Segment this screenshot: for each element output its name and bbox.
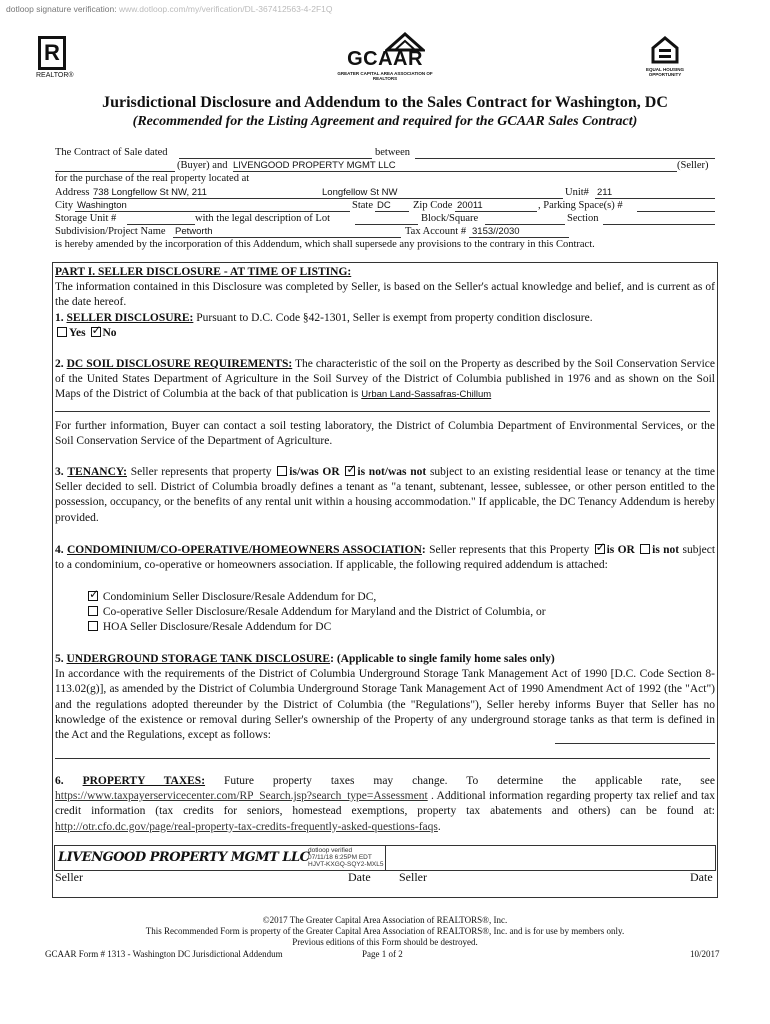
section-5: 5. UNDERGROUND STORAGE TANK DISCLOSURE: (Applicable to single family home sales only) In accordance with the requirements of the District of Columbia Underground Storage Tank Management Act of 1990 [D.C. Code Section 8-113.02(g)], as amended by the District of Columbia Underground Storage Tank Management Act of 1990 Amendment Act of 1992 (the "Act") and the regulations adopted thereunder by the District of Columbia (the "Regulations"), Seller hereby informs Buyer that Seller has no knowledge of the existence or removal during Seller's ownership of the Property of any underground storage tanks as that term is defined in the Act and the Regulations, except as follows: [55, 653, 715, 742]
ust-exceptions-field[interactable] [555, 743, 715, 744]
date-label-2: Date [690, 870, 713, 884]
page-number: Page 1 of 2 [362, 949, 403, 959]
gcaar-subtitle: GREATER CAPITAL AREA ASSOCIATION OF REALTORS [337, 71, 433, 81]
section-3: 3. TENANCY: Seller represents that property is/was OR ✓ is not/was not subject to an existing residential lease or tenancy at the time Seller decided to sell. District of Columbia broadly defines a tenant as "a tenant, subtenant, lessee, sublessee, or other person entitled to the possession, occupancy, or the benefits of any rental unit within a housing accommodation." If applicable, the DC Tenancy Addendum is hereby provided. [55, 465, 715, 526]
equal-housing-logo: EQUAL HOUSING OPPORTUNITY [645, 36, 685, 78]
gcaar-logo [335, 32, 435, 81]
city-field[interactable]: Washington [77, 200, 127, 211]
association-isnot-checkbox[interactable] [640, 544, 650, 554]
part1-section [55, 265, 715, 341]
addendum-list [86, 590, 586, 636]
buyer-name-field-top[interactable] [415, 158, 715, 159]
form-number: GCAAR Form # 1313 - Washington DC Jurisdictional Addendum [45, 949, 283, 959]
section-2: 2. DC SOIL DISCLOSURE REQUIREMENTS: The characteristic of the soil on the Property as described by the Soil Conservation Service of the United States Department of Agriculture in the Soil Survey of the District of Columbia published in 1976 and as shown on the Soil Maps of the District of Columbia at the back of that publication is Urban Land-Sassafras-Chillum [55, 358, 716, 401]
purchase-line: for the purchase of the real property located at [55, 173, 250, 184]
yes-checkbox[interactable] [57, 327, 67, 337]
ust-line [55, 758, 710, 759]
address-line: Address 738 Longfellow St NW, 211 Longfellow St NW Unit# 211 [55, 187, 715, 199]
soil-line [55, 411, 710, 412]
tax-credit-link[interactable]: http://otr.cfo.dc.gov/page/real-property-tax-credits-frequently-asked-questions-faqs [55, 820, 438, 833]
amendment-line: is hereby amended by the incorporation of this Addendum, which shall supersede any provisions to the contrary in this Contract. [55, 239, 595, 250]
tax-search-link[interactable]: https://www.taxpayerservicecenter.com/RP_Search.jsp?search_type=Assessment [55, 790, 428, 803]
tenancy-is-checkbox[interactable] [277, 466, 287, 476]
parking-field[interactable] [637, 211, 715, 212]
condo-checkbox[interactable] [88, 591, 98, 601]
street-field[interactable]: Longfellow St NW [322, 187, 398, 198]
lot-field[interactable] [355, 224, 418, 225]
buyer-name-field[interactable] [55, 171, 175, 172]
section-1: 1. SELLER DISCLOSURE: Pursuant to D.C. Code §42-1301, Seller is exempt from property condition disclosure. [55, 311, 593, 324]
section-field[interactable] [603, 224, 715, 225]
contract-date-field[interactable] [179, 158, 372, 159]
property-notice: This Recommended Form is property of the Greater Capital Area Association of REALTORS®, Inc. and is for use by members only. [145, 926, 625, 936]
soil-field[interactable]: Urban Land-Sassafras-Chillum [361, 389, 492, 401]
no-checkbox[interactable] [91, 327, 101, 337]
editions-notice: Previous editions of this Form should be destroyed. [292, 937, 478, 947]
addendum-coop: Co-operative Seller Disclosure/Resale Addendum for Maryland and the District of Columbia, or [86, 605, 586, 620]
tenancy-isnot-checkbox[interactable] [345, 466, 355, 476]
city-line: City Washington State DC Zip Code 20011 , Parking Space(s) # [55, 200, 715, 212]
part1-intro: The information contained in this Disclosure was completed by Seller, is based on the Seller's actual knowledge and belief, and is current as of the date hereof. [55, 281, 715, 309]
gcaar-wordmark: GCAAR [347, 48, 423, 70]
verification-url[interactable]: www.dotloop.com/my/verification/DL-367412563-4-2F1Q [118, 4, 333, 14]
subdivision-line: Subdivision/Project Name Petworth Tax Account # 3153//2030 [55, 226, 715, 238]
realtor-logo: R [38, 36, 66, 70]
dotloop-verification: dotloop signature verification: www.dotloop.com/my/verification/DL-367412563-4-2F1Q [6, 4, 333, 14]
storage-field[interactable] [127, 224, 195, 225]
address-field[interactable]: 738 Longfellow St NW, 211 [93, 187, 207, 198]
coop-checkbox[interactable] [88, 606, 98, 616]
unit-field[interactable]: 211 [597, 187, 613, 198]
seller-name-field[interactable]: LIVENGOOD PROPERTY MGMT LLC [233, 160, 396, 171]
page-title: Jurisdictional Disclosure and Addendum to the Sales Contract for Washington, DC [102, 94, 668, 111]
addendum-condo: ✓ Condominium Seller Disclosure/Resale Addendum for DC, [86, 590, 586, 605]
seller-signature[interactable]: LIVENGOOD PROPERTY MGMT LLC [58, 850, 310, 865]
page-subtitle: (Recommended for the Listing Agreement and required for the GCAAR Sales Contract) [132, 114, 638, 129]
storage-line: Storage Unit # with the legal description of Lot Block/Square Section [55, 213, 715, 225]
block-field[interactable] [485, 224, 565, 225]
realtor-label: REALTOR® [36, 72, 74, 79]
hoa-checkbox[interactable] [88, 621, 98, 631]
association-is-checkbox[interactable] [595, 544, 605, 554]
section-1-options: Yes ✓ No [55, 326, 715, 341]
capitol-dome-icon [385, 32, 425, 52]
form-date: 10/2017 [690, 949, 720, 959]
section-4: 4. CONDOMINIUM/CO-OPERATIVE/HOMEOWNERS ASSOCIATION: Seller represents that this Property ✓ is OR is not subject to a condominium, co-operative or homeowners association. If applicable, the following required addendum is attached: [55, 543, 715, 573]
section-2-more: For further information, Buyer can contact a soil testing laboratory, the District of Columbia Department of Environmental Services, or the Soil Conservation Service of the Department of Agriculture. [55, 420, 715, 448]
contract-date-line: The Contract of Sale dated between [55, 147, 715, 159]
seller-label-2: Seller [399, 870, 427, 884]
date-label-1: Date [348, 870, 371, 884]
state-field[interactable]: DC [377, 200, 391, 211]
section-6: 6. PROPERTY TAXES: Future property taxes may change. To determine the applicable rate, see https://www.taxpayerservicecenter.com/RP_Search.jsp?search_type=Assessment . Additional information regarding property tax relief and tax credit information (tax credits for seniors, homestead exemptions, property tax abatements and others) can be found at: http://otr.cfo.dc.gov/page/real-property-tax-credits-frequently-asked-questions-faqs. [55, 775, 715, 833]
tax-account-field[interactable]: 3153//2030 [472, 226, 520, 237]
part1-heading: PART I. SELLER DISCLOSURE - AT TIME OF LISTING: [55, 266, 352, 278]
subdivision-field[interactable]: Petworth [175, 226, 213, 237]
dotloop-stamp: dotloop verified 07/11/18 6:25PM EDT HJVT-KXGQ-SQY2-MXL5 [308, 847, 384, 868]
copyright: ©2017 The Greater Capital Area Association of REALTORS®, Inc. [262, 915, 508, 925]
seller-label-1: Seller [55, 870, 83, 884]
equal-housing-icon [650, 36, 680, 64]
zip-field[interactable]: 20011 [457, 200, 483, 211]
addendum-hoa: HOA Seller Disclosure/Resale Addendum for DC [86, 620, 586, 635]
signature-divider [385, 845, 386, 871]
